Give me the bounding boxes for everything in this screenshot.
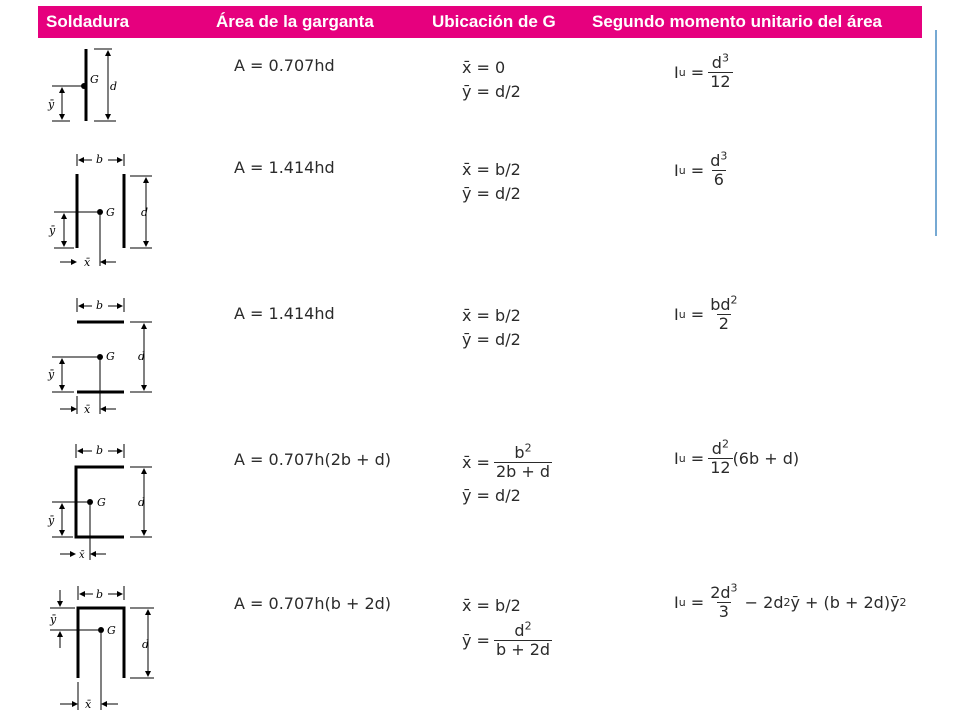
svg-text:G: G	[107, 624, 116, 637]
header-second-moment: Segundo momento unitario del área	[592, 12, 882, 31]
header-throat-area: Área de la garganta	[216, 12, 374, 31]
second-moment: I u = $\frac{2d^3}{3}$ − 2d 2 ȳ + (b + 2d)ȳ 2	[674, 581, 907, 621]
g-location	[462, 56, 521, 104]
area-formula: A = 1.414hd	[234, 158, 335, 177]
dim-b-label: b	[96, 153, 104, 166]
iu-fraction: $\frac{d^3}{12}$	[710, 51, 731, 91]
svg-text:x̄: x̄	[85, 698, 92, 711]
g-location: x̄ = b/2 ȳ = $\frac{d^2}{b + 2d}$	[462, 596, 551, 659]
table-row	[38, 150, 922, 270]
table-row	[38, 581, 922, 716]
svg-text:ȳ: ȳ	[50, 613, 57, 626]
table-row	[38, 293, 922, 420]
weld-diagram-c-shape	[40, 440, 160, 564]
weld-diagram-single-vertical	[40, 46, 160, 132]
table-header	[38, 6, 922, 38]
svg-text:b: b	[96, 588, 104, 601]
xbar-label: x̄	[84, 256, 91, 269]
area-formula: A = 0.707h(b + 2d)	[234, 594, 392, 613]
svg-text:b: b	[96, 299, 104, 312]
area-formula: A = 0.707h(2b + d)	[234, 450, 392, 469]
weld-diagram-two-vertical	[40, 150, 160, 270]
ybar-value: ȳ = d/2	[462, 82, 521, 101]
second-moment: I u = $\frac{d^3}{6}$	[674, 149, 728, 189]
weld-diagram-two-horizontal	[40, 296, 160, 420]
svg-text:ȳ: ȳ	[48, 368, 55, 381]
xbar-value: x̄ = 0	[462, 58, 506, 77]
g-location: x̄ = $\frac{b^2}{2b + d}$ ȳ = d/2	[462, 441, 551, 505]
centroid-g-label: G	[90, 73, 99, 86]
area-formula: A = 0.707hd	[234, 56, 335, 75]
second-moment: I u = $\frac{d^3}{12}$	[674, 51, 731, 91]
svg-text:G: G	[106, 206, 115, 219]
g-location: x̄ = b/2 ȳ = d/2	[462, 160, 521, 203]
header-g-location: Ubicación de G	[432, 12, 556, 31]
dim-d-label: d	[110, 80, 118, 93]
svg-text:ȳ: ȳ	[49, 224, 56, 237]
svg-text:ȳ: ȳ	[48, 514, 55, 527]
second-moment: I u = $\frac{bd^2}{2}$	[674, 293, 738, 333]
weld-diagram-inverted-u	[40, 584, 160, 714]
svg-text:b: b	[96, 444, 104, 457]
g-location: x̄ = b/2 ȳ = d/2	[462, 306, 521, 349]
svg-text:x̄: x̄	[79, 550, 85, 561]
ybar-label: ȳ	[48, 98, 55, 111]
table-row	[38, 46, 922, 136]
svg-text:G: G	[97, 496, 106, 509]
table-row	[38, 437, 922, 564]
svg-text:d: d	[141, 206, 149, 219]
svg-text:d: d	[138, 496, 146, 509]
svg-text:x̄: x̄	[84, 403, 91, 416]
svg-text:d: d	[138, 350, 146, 363]
svg-text:G: G	[106, 350, 115, 363]
second-moment: I u = $\frac{d^2}{12}$ (6b + d)	[674, 437, 800, 477]
area-formula: A = 1.414hd	[234, 304, 335, 323]
svg-text:d: d	[142, 638, 150, 651]
header-weld: Soldadura	[46, 12, 130, 31]
right-edge-line	[935, 30, 937, 236]
